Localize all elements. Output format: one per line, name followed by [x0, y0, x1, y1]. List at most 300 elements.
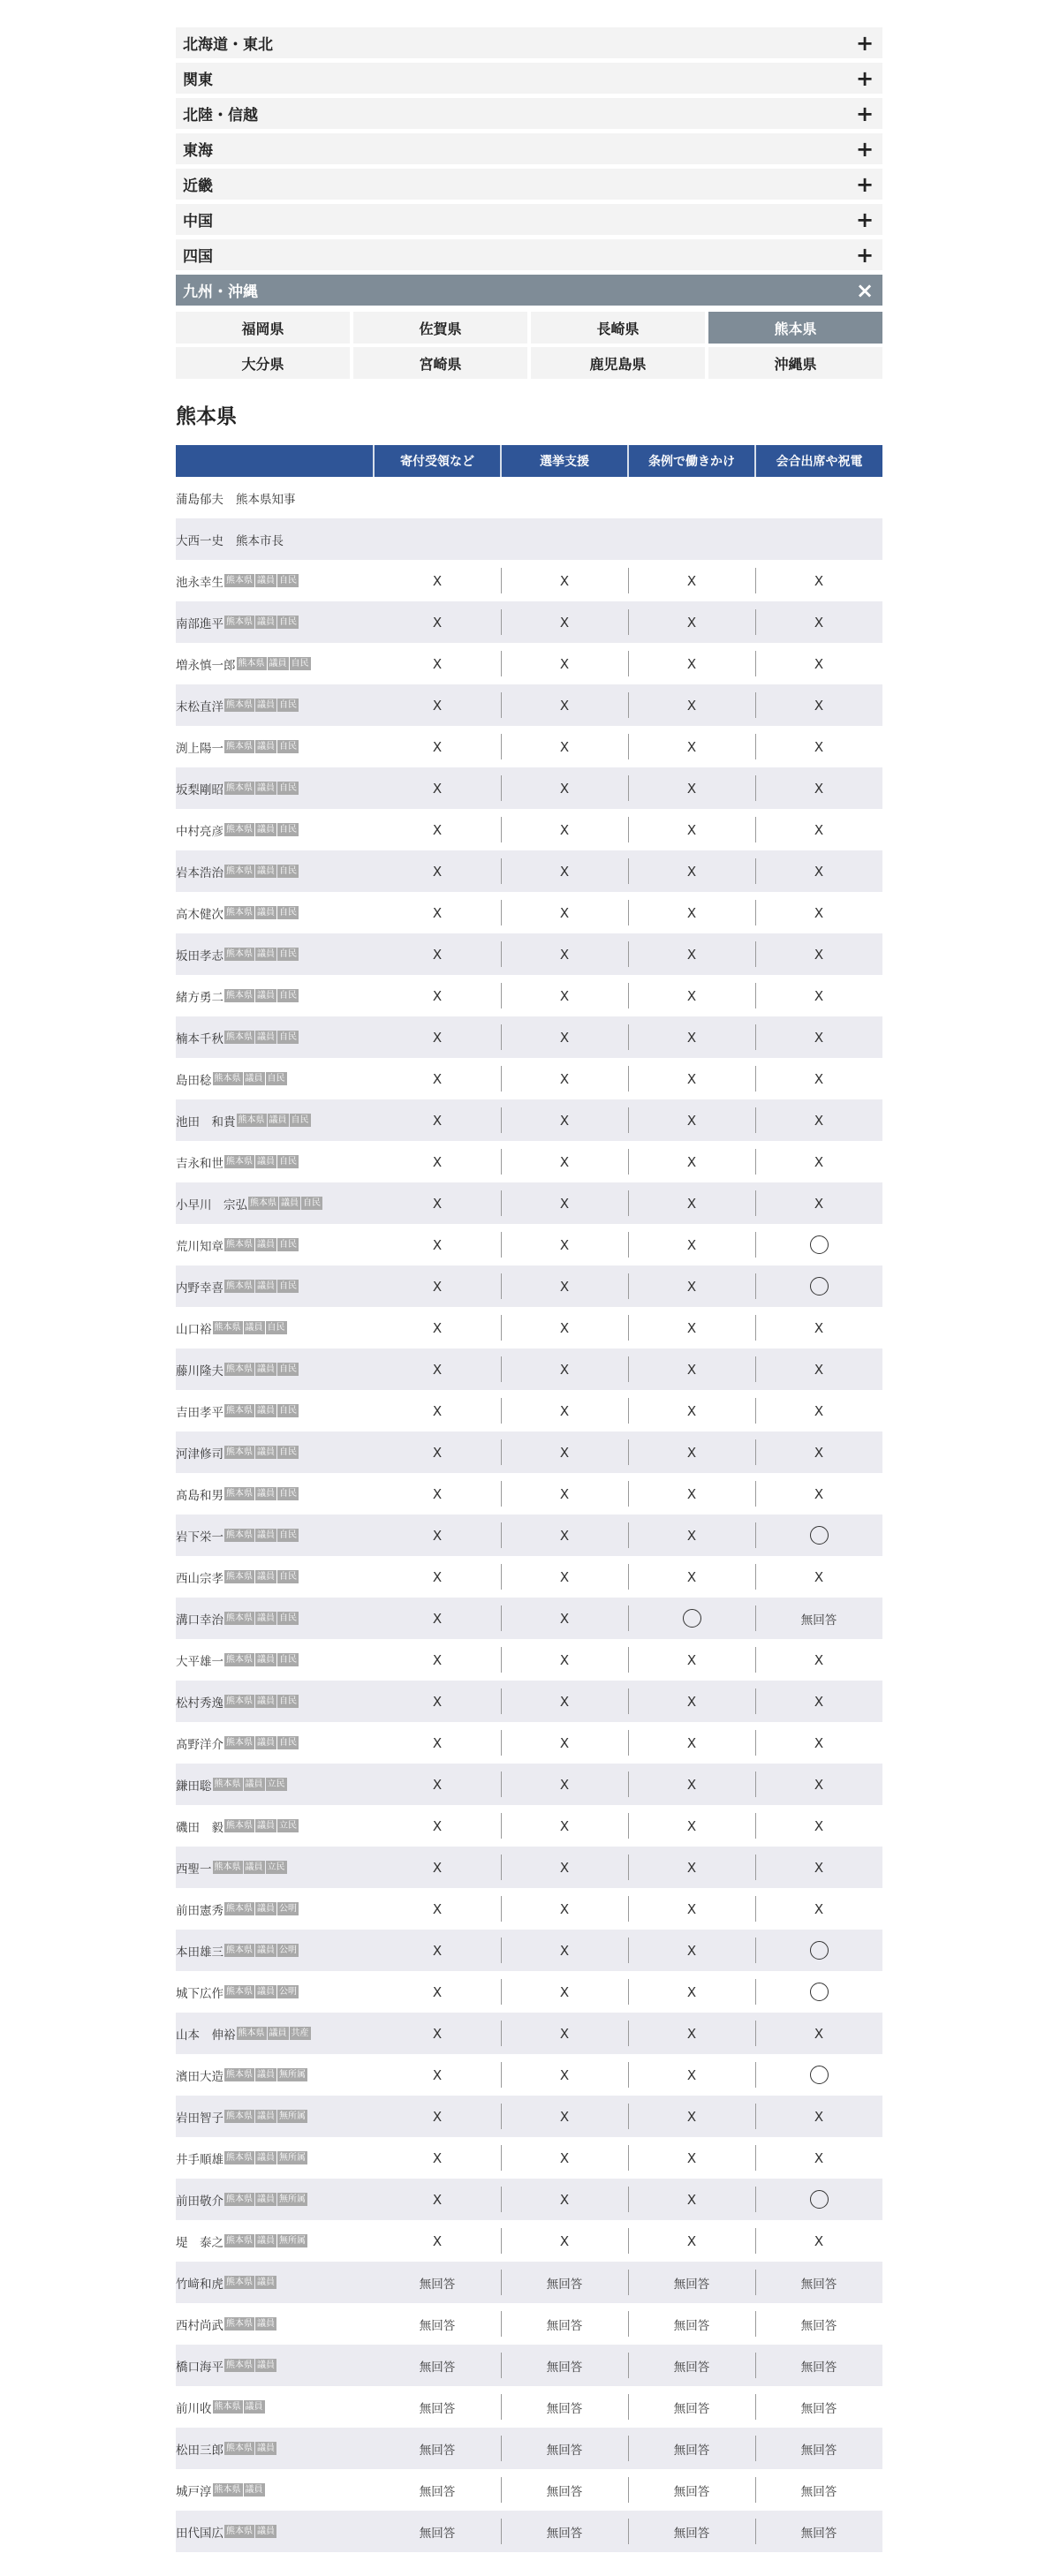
answer-cell [628, 1805, 755, 1847]
region-item[interactable] [176, 98, 882, 133]
answer-cell [501, 1224, 628, 1265]
x-mark: X [432, 1942, 443, 1959]
affiliation-tag: 熊本県 [214, 1323, 241, 1333]
answer-cell [501, 933, 628, 975]
answer-cell [628, 2179, 755, 2220]
answer-cell [501, 2511, 628, 2552]
answer-cell [501, 850, 628, 892]
x-mark: X [814, 1859, 824, 1876]
no-answer-text: 無回答 [800, 2360, 837, 2375]
answer-cell [755, 2054, 882, 2096]
answer-cell [755, 2303, 882, 2345]
answer-cell [755, 2096, 882, 2137]
answer-cell [501, 975, 628, 1016]
answer-cell [501, 2469, 628, 2511]
affiliation-tag: 議員 [257, 991, 275, 1001]
answer-cell [755, 1681, 882, 1722]
affiliation-tag: 熊本県 [250, 1198, 276, 1208]
x-mark: X [814, 904, 824, 921]
x-mark: X [559, 1195, 570, 1212]
affiliation-tag: 熊本県 [214, 2485, 241, 2495]
x-mark: X [432, 1568, 443, 1585]
affiliation-tag: 熊本県 [226, 1696, 253, 1706]
no-answer-text: 無回答 [546, 2484, 583, 2499]
x-mark: X [432, 1153, 443, 1170]
table-row [176, 1348, 882, 1390]
affiliation-tag: 議員 [257, 2444, 275, 2453]
answer-cell [755, 1473, 882, 1515]
table-row [176, 1930, 882, 1971]
prefecture-tab[interactable]: 鹿児島県 [531, 347, 705, 379]
prefecture-tab[interactable]: 沖縄県 [708, 347, 882, 379]
x-mark: X [559, 1817, 570, 1834]
answer-cell [501, 1930, 628, 1971]
answer-cell [501, 2137, 628, 2179]
answer-cell [374, 1182, 501, 1224]
region-item[interactable] [176, 275, 882, 310]
answer-cell [755, 1390, 882, 1432]
affiliation-tag: 議員 [257, 1987, 275, 1997]
x-mark: X [686, 1900, 697, 1917]
plus-icon[interactable]: + [855, 171, 874, 197]
answer-cell [374, 1764, 501, 1805]
affiliation-tag: 熊本県 [226, 2527, 253, 2536]
no-answer-text: 無回答 [546, 2360, 583, 2375]
x-mark: X [686, 1817, 697, 1834]
x-mark: X [686, 1236, 697, 1253]
person-name: 池田 和貴 [176, 1114, 236, 1129]
answer-cell [755, 1847, 882, 1888]
x-mark: X [814, 1029, 824, 1046]
answer-cell [755, 2179, 882, 2220]
answer-cell [755, 643, 882, 684]
affiliation-tag: 熊本県 [226, 1572, 253, 1582]
answer-cell [374, 1847, 501, 1888]
affiliation-tag: 自民 [279, 1613, 297, 1623]
person-cell [176, 767, 374, 809]
table-row [176, 684, 882, 726]
answer-cell [374, 1639, 501, 1681]
prefecture-tab[interactable]: 熊本県 [708, 312, 882, 344]
x-mark: X [432, 987, 443, 1004]
answer-cell [501, 1598, 628, 1639]
circle-mark-icon [810, 1941, 829, 1960]
circle-mark-icon [810, 2066, 829, 2084]
plus-icon[interactable]: + [855, 65, 874, 91]
affiliation-tag: 熊本県 [238, 2028, 265, 2038]
answer-cell [755, 1265, 882, 1307]
person-name: 大西一史 [176, 533, 223, 548]
x-mark: X [814, 738, 824, 755]
no-answer-text: 無回答 [800, 2401, 837, 2416]
prefecture-tab[interactable]: 佐賀県 [353, 312, 527, 344]
answer-cell [501, 2345, 628, 2386]
table-row [176, 560, 882, 601]
region-label: 四国 [183, 248, 213, 266]
circle-mark-icon [683, 1609, 701, 1628]
person-name: 堤 泰之 [176, 2235, 223, 2250]
prefecture-grid [176, 312, 882, 379]
answer-cell [628, 560, 755, 601]
affiliation-tag: 熊本県 [226, 1032, 253, 1042]
answer-cell [755, 933, 882, 975]
table-row [176, 2511, 882, 2552]
table-row [176, 2179, 882, 2220]
x-mark: X [432, 1195, 443, 1212]
answer-cell [374, 2386, 501, 2428]
table-row [176, 1971, 882, 2013]
x-mark: X [559, 572, 570, 589]
x-mark: X [814, 1319, 824, 1336]
x-mark: X [559, 1983, 570, 2000]
x-mark: X [559, 1402, 570, 1419]
answer-cell [501, 2262, 628, 2303]
x-mark: X [432, 572, 443, 589]
affiliation-tag: 議員 [257, 1655, 275, 1665]
affiliation-tag: 公明 [279, 1945, 297, 1955]
x-mark: X [686, 1278, 697, 1295]
no-answer-text: 無回答 [800, 2318, 837, 2333]
x-mark: X [559, 2232, 570, 2249]
table-row [176, 809, 882, 850]
x-mark: X [432, 738, 443, 755]
x-mark: X [432, 1900, 443, 1917]
table-row [176, 1805, 882, 1847]
x-mark: X [559, 946, 570, 963]
x-mark: X [432, 1817, 443, 1834]
x-mark: X [814, 1195, 824, 1212]
person-name: 荒川知章 [176, 1239, 223, 1254]
answer-cell [501, 809, 628, 850]
prefecture-tab[interactable]: 福岡県 [176, 312, 350, 344]
affiliation-tag: 自民 [279, 783, 297, 793]
answer-cell [501, 518, 628, 560]
affiliation-tag: 自民 [279, 1406, 297, 1416]
plus-icon[interactable]: + [855, 136, 874, 162]
affiliation-tag: 議員 [257, 1364, 275, 1374]
affiliation-tag: 熊本県 [226, 2444, 253, 2453]
person-cell [176, 975, 374, 1016]
circle-mark-icon [810, 1277, 829, 1296]
table-row [176, 2054, 882, 2096]
x-mark: X [432, 1776, 443, 1793]
plus-icon[interactable]: + [855, 207, 874, 232]
affiliation-tag: 熊本県 [226, 2319, 253, 2329]
person-name: 竹﨑和虎 [176, 2277, 223, 2292]
affiliation-tag: 無所属 [279, 2111, 306, 2121]
affiliation-tag: 自民 [279, 1530, 297, 1540]
x-mark: X [686, 2108, 697, 2125]
answer-cell [628, 1307, 755, 1348]
table-row [176, 2137, 882, 2179]
x-mark: X [686, 1029, 697, 1046]
answer-cell [374, 1348, 501, 1390]
region-label: 北陸・信越 [183, 107, 258, 125]
person-name: 田代国広 [176, 2526, 223, 2541]
answer-cell [755, 2013, 882, 2054]
person-cell [176, 518, 374, 560]
table-row [176, 1016, 882, 1058]
affiliation-tag: 議員 [257, 1613, 275, 1623]
person-name: 大平雄一 [176, 1654, 223, 1669]
affiliation-tag: 議員 [245, 1323, 263, 1333]
region-item[interactable] [176, 133, 882, 169]
answer-cell [628, 1016, 755, 1058]
circle-mark-icon [810, 1983, 829, 2001]
person-cell [176, 2013, 374, 2054]
x-mark: X [432, 1236, 443, 1253]
answer-cell [755, 1764, 882, 1805]
answer-cell [374, 2511, 501, 2552]
x-mark: X [686, 1942, 697, 1959]
answer-cell [374, 1058, 501, 1099]
person-cell [176, 1473, 374, 1515]
answer-cell [628, 809, 755, 850]
answer-cell [374, 850, 501, 892]
x-mark: X [686, 1485, 697, 1502]
x-mark: X [559, 697, 570, 714]
table-row [176, 1307, 882, 1348]
person-name: 岩下栄一 [176, 1530, 223, 1545]
person-name: 中村亮彦 [176, 824, 223, 839]
answer-cell [501, 1639, 628, 1681]
person-cell [176, 2054, 374, 2096]
answer-cell [628, 2428, 755, 2469]
x-mark: X [814, 1153, 824, 1170]
affiliation-tag: 自民 [291, 659, 309, 669]
table-row [176, 643, 882, 684]
x-mark: X [559, 738, 570, 755]
answer-cell [374, 1432, 501, 1473]
region-item[interactable] [176, 204, 882, 239]
x-mark: X [432, 1983, 443, 2000]
answer-cell [628, 2386, 755, 2428]
affiliation-tag: 自民 [279, 1364, 297, 1374]
person-cell [176, 2220, 374, 2262]
person-cell [176, 2096, 374, 2137]
no-answer-text: 無回答 [800, 2443, 837, 2458]
x-mark: X [559, 2191, 570, 2208]
answer-cell [755, 1556, 882, 1598]
person-cell [176, 2179, 374, 2220]
no-answer-text: 無回答 [419, 2401, 456, 2416]
person-name: 高木健次 [176, 907, 223, 922]
x-mark: X [686, 1734, 697, 1751]
circle-mark-icon [810, 1235, 829, 1254]
person-name: 増永慎一郎 [176, 658, 236, 673]
table-row [176, 1224, 882, 1265]
x-mark: X [432, 1361, 443, 1378]
answer-cell [374, 1307, 501, 1348]
x-mark: X [432, 1693, 443, 1710]
x-mark: X [686, 821, 697, 838]
affiliation-tag: 議員 [257, 949, 275, 959]
answer-cell [755, 2511, 882, 2552]
affiliation-tag: 議員 [245, 1862, 263, 1872]
region-item[interactable] [176, 27, 882, 63]
prefecture-tab[interactable]: 長崎県 [531, 312, 705, 344]
x-mark: X [559, 1942, 570, 1959]
content-wrap [176, 27, 882, 2552]
answer-cell [755, 726, 882, 767]
person-cell [176, 726, 374, 767]
affiliation-tag: 議員 [257, 2527, 275, 2536]
answer-cell [501, 1888, 628, 1930]
answer-cell [628, 1598, 755, 1639]
affiliation-tag: 自民 [303, 1198, 321, 1208]
answer-cell [374, 2428, 501, 2469]
x-mark: X [686, 738, 697, 755]
person-cell [176, 2469, 374, 2511]
affiliation-tag: 熊本県 [226, 2361, 253, 2370]
x-mark: X [814, 2108, 824, 2125]
no-answer-text: 無回答 [419, 2318, 456, 2333]
x-mark: X [432, 655, 443, 672]
no-answer-text: 無回答 [546, 2526, 583, 2541]
region-item[interactable] [176, 63, 882, 98]
answer-cell [374, 2220, 501, 2262]
x-mark: X [686, 1153, 697, 1170]
affiliation-tag: 熊本県 [226, 1157, 253, 1167]
close-icon[interactable]: × [855, 277, 874, 303]
region-item[interactable] [176, 239, 882, 275]
x-mark: X [814, 1112, 824, 1129]
affiliation-tag: 自民 [279, 1281, 297, 1291]
affiliation-tag: 議員 [257, 825, 275, 835]
table-row [176, 1141, 882, 1182]
answer-cell [374, 2179, 501, 2220]
x-mark: X [686, 1776, 697, 1793]
affiliation-tag: 熊本県 [226, 1945, 253, 1955]
person-cell [176, 1639, 374, 1681]
affiliation-tag: 熊本県 [226, 991, 253, 1001]
answer-cell [628, 2511, 755, 2552]
answer-cell [628, 1971, 755, 2013]
x-mark: X [814, 1361, 824, 1378]
affiliation-tag: 熊本県 [226, 576, 253, 585]
x-mark: X [559, 1734, 570, 1751]
x-mark: X [432, 863, 443, 880]
affiliation-tag: 議員 [257, 1157, 275, 1167]
no-answer-text: 無回答 [673, 2443, 710, 2458]
x-mark: X [814, 1776, 824, 1793]
answer-cell [755, 850, 882, 892]
person-name: 溝口幸治 [176, 1613, 223, 1628]
affiliation-tag: 公明 [279, 1904, 297, 1914]
affiliation-tag: 熊本県 [226, 1447, 253, 1457]
person-cell [176, 1722, 374, 1764]
answer-cell [501, 2220, 628, 2262]
x-mark: X [559, 655, 570, 672]
person-cell [176, 1141, 374, 1182]
answer-cell [628, 2054, 755, 2096]
answer-cell [501, 684, 628, 726]
answer-cell [628, 1099, 755, 1141]
x-mark: X [814, 1734, 824, 1751]
x-mark: X [432, 780, 443, 797]
answer-cell [501, 767, 628, 809]
answer-cell [501, 2303, 628, 2345]
x-mark: X [432, 946, 443, 963]
x-mark: X [432, 1610, 443, 1627]
answer-cell [501, 601, 628, 643]
person-cell [176, 1182, 374, 1224]
x-mark: X [432, 2108, 443, 2125]
answer-cell [755, 1639, 882, 1681]
no-answer-text: 無回答 [673, 2277, 710, 2292]
answer-cell [501, 1307, 628, 1348]
x-mark: X [559, 1651, 570, 1668]
affiliation-tag: 自民 [279, 949, 297, 959]
plus-icon[interactable]: + [855, 242, 874, 268]
table-row [176, 1432, 882, 1473]
affiliation-tag: 議員 [257, 2319, 275, 2329]
answer-cell [501, 892, 628, 933]
person-name: 吉永和世 [176, 1156, 223, 1171]
no-answer-text: 無回答 [800, 2484, 837, 2499]
region-label: 東海 [183, 142, 213, 160]
no-answer-text: 無回答 [546, 2401, 583, 2416]
answer-cell [374, 560, 501, 601]
no-answer-text: 無回答 [673, 2360, 710, 2375]
affiliation-tag: 熊本県 [226, 2070, 253, 2080]
person-cell [176, 809, 374, 850]
x-mark: X [559, 1776, 570, 1793]
answer-cell [374, 2469, 501, 2511]
plus-icon[interactable]: + [855, 30, 874, 56]
answer-cell [374, 2096, 501, 2137]
no-answer-text: 無回答 [419, 2526, 456, 2541]
x-mark: X [814, 863, 824, 880]
affiliation-tag: 熊本県 [226, 1240, 253, 1250]
affiliation-tag: 自民 [291, 1115, 309, 1125]
x-mark: X [686, 2232, 697, 2249]
table-row [176, 1598, 882, 1639]
plus-icon[interactable]: + [855, 101, 874, 126]
affiliation-tag: 議員 [257, 1738, 275, 1748]
x-mark: X [814, 614, 824, 631]
person-name: 松田三郎 [176, 2443, 223, 2458]
person-name: 濱田大造 [176, 2069, 223, 2084]
answer-cell [374, 1099, 501, 1141]
x-mark: X [559, 1236, 570, 1253]
x-mark: X [814, 1817, 824, 1834]
person-cell [176, 684, 374, 726]
x-mark: X [686, 1527, 697, 1544]
affiliation-tag: 議員 [257, 1572, 275, 1582]
answer-cell [628, 1058, 755, 1099]
x-mark: X [559, 1527, 570, 1544]
prefecture-tab[interactable]: 宮崎県 [353, 347, 527, 379]
person-cell [176, 2303, 374, 2345]
x-mark: X [814, 821, 824, 838]
x-mark: X [686, 2025, 697, 2042]
answer-cell [755, 1722, 882, 1764]
region-item[interactable] [176, 169, 882, 204]
x-mark: X [432, 2232, 443, 2249]
affiliation-tag: 熊本県 [226, 2236, 253, 2246]
answer-cell [501, 2013, 628, 2054]
prefecture-tab[interactable]: 大分県 [176, 347, 350, 379]
table-row [176, 2096, 882, 2137]
answer-cell [374, 1598, 501, 1639]
x-mark: X [686, 1693, 697, 1710]
no-answer-text: 無回答 [546, 2443, 583, 2458]
affiliation-tag: 議員 [257, 1406, 275, 1416]
x-mark: X [559, 987, 570, 1004]
answer-cell [628, 1348, 755, 1390]
person-name: 磯田 毅 [176, 1820, 223, 1835]
